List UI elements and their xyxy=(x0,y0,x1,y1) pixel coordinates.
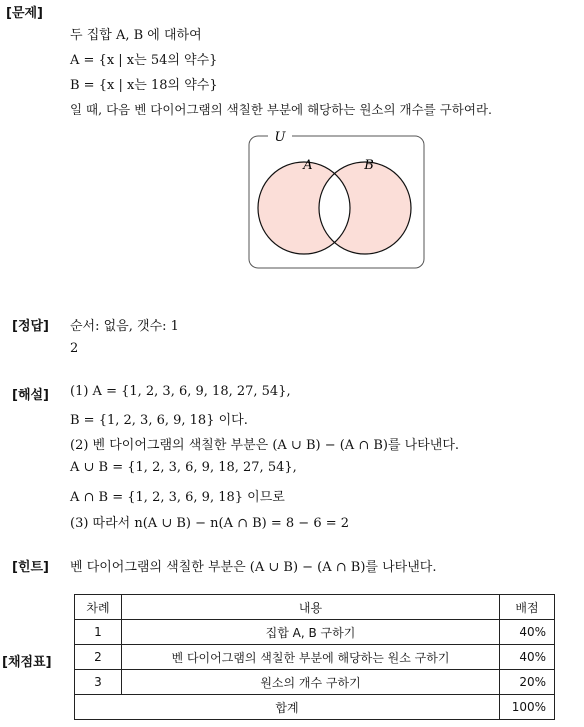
total-value: 100% xyxy=(500,695,555,720)
row-content: 집합 A, B 구하기 xyxy=(122,620,500,645)
set-b-label: B xyxy=(364,158,374,173)
total-label: 합계 xyxy=(75,695,500,720)
row-content: 벤 다이어그램의 색칠한 부분에 해당하는 원소 구하기 xyxy=(122,645,500,670)
answer-value: 2 xyxy=(70,341,79,356)
problem-line-4: 일 때, 다음 벤 다이어그램의 색칠한 부분에 해당하는 원소의 개수를 구하여라. xyxy=(70,102,493,117)
problem-label: [문제] xyxy=(6,6,43,21)
row-order: 3 xyxy=(75,670,122,695)
solution-line-2: B = {1, 2, 3, 6, 9, 18} 이다. xyxy=(70,413,248,428)
row-points: 40% xyxy=(500,620,555,645)
row-order: 2 xyxy=(75,645,122,670)
hint-label: [힌트] xyxy=(12,560,49,575)
problem-line-3: B = {x | x는 18의 약수} xyxy=(70,78,218,93)
answer-label: [정답] xyxy=(12,319,49,334)
solution-line-3: (2) 벤 다이어그램의 색칠한 부분은 (A ∪ B) − (A ∩ B)를 나타낸다. xyxy=(70,438,460,453)
problem-line-2: A = {x | x는 54의 약수} xyxy=(70,53,218,68)
solution-line-1: (1) A = {1, 2, 3, 6, 9, 18, 27, 54}, xyxy=(70,384,291,399)
row-points: 40% xyxy=(500,645,555,670)
problem-line-1: 두 집합 A, B 에 대하여 xyxy=(70,28,202,43)
scoring-label: [채점표] xyxy=(2,655,52,670)
scoring-header-row xyxy=(75,595,555,620)
hint-text: 벤 다이어그램의 색칠한 부분은 (A ∪ B) − (A ∩ B)를 나타낸다. xyxy=(70,560,437,575)
solution-label: [해설] xyxy=(12,388,49,403)
row-points: 20% xyxy=(500,670,555,695)
venn-diagram xyxy=(248,126,426,272)
scoring-table xyxy=(74,594,555,720)
row-content: 원소의 개수 구하기 xyxy=(122,670,500,695)
table-row xyxy=(75,620,555,645)
header-content: 내용 xyxy=(122,595,500,620)
solution-line-5: A ∩ B = {1, 2, 3, 6, 9, 18} 이므로 xyxy=(70,490,285,505)
answer-meta: 순서: 없음, 갯수: 1 xyxy=(70,319,179,334)
table-row xyxy=(75,670,555,695)
total-row xyxy=(75,695,555,720)
set-a-label: A xyxy=(303,158,313,173)
header-order: 차례 xyxy=(75,595,122,620)
universe-label: U xyxy=(274,130,286,145)
solution-line-6: (3) 따라서 n(A ∪ B) − n(A ∩ B) = 8 − 6 = 2 xyxy=(70,516,350,531)
solution-line-4: A ∪ B = {1, 2, 3, 6, 9, 18, 27, 54}, xyxy=(70,460,297,475)
header-points: 배점 xyxy=(500,595,555,620)
row-order: 1 xyxy=(75,620,122,645)
table-row xyxy=(75,645,555,670)
